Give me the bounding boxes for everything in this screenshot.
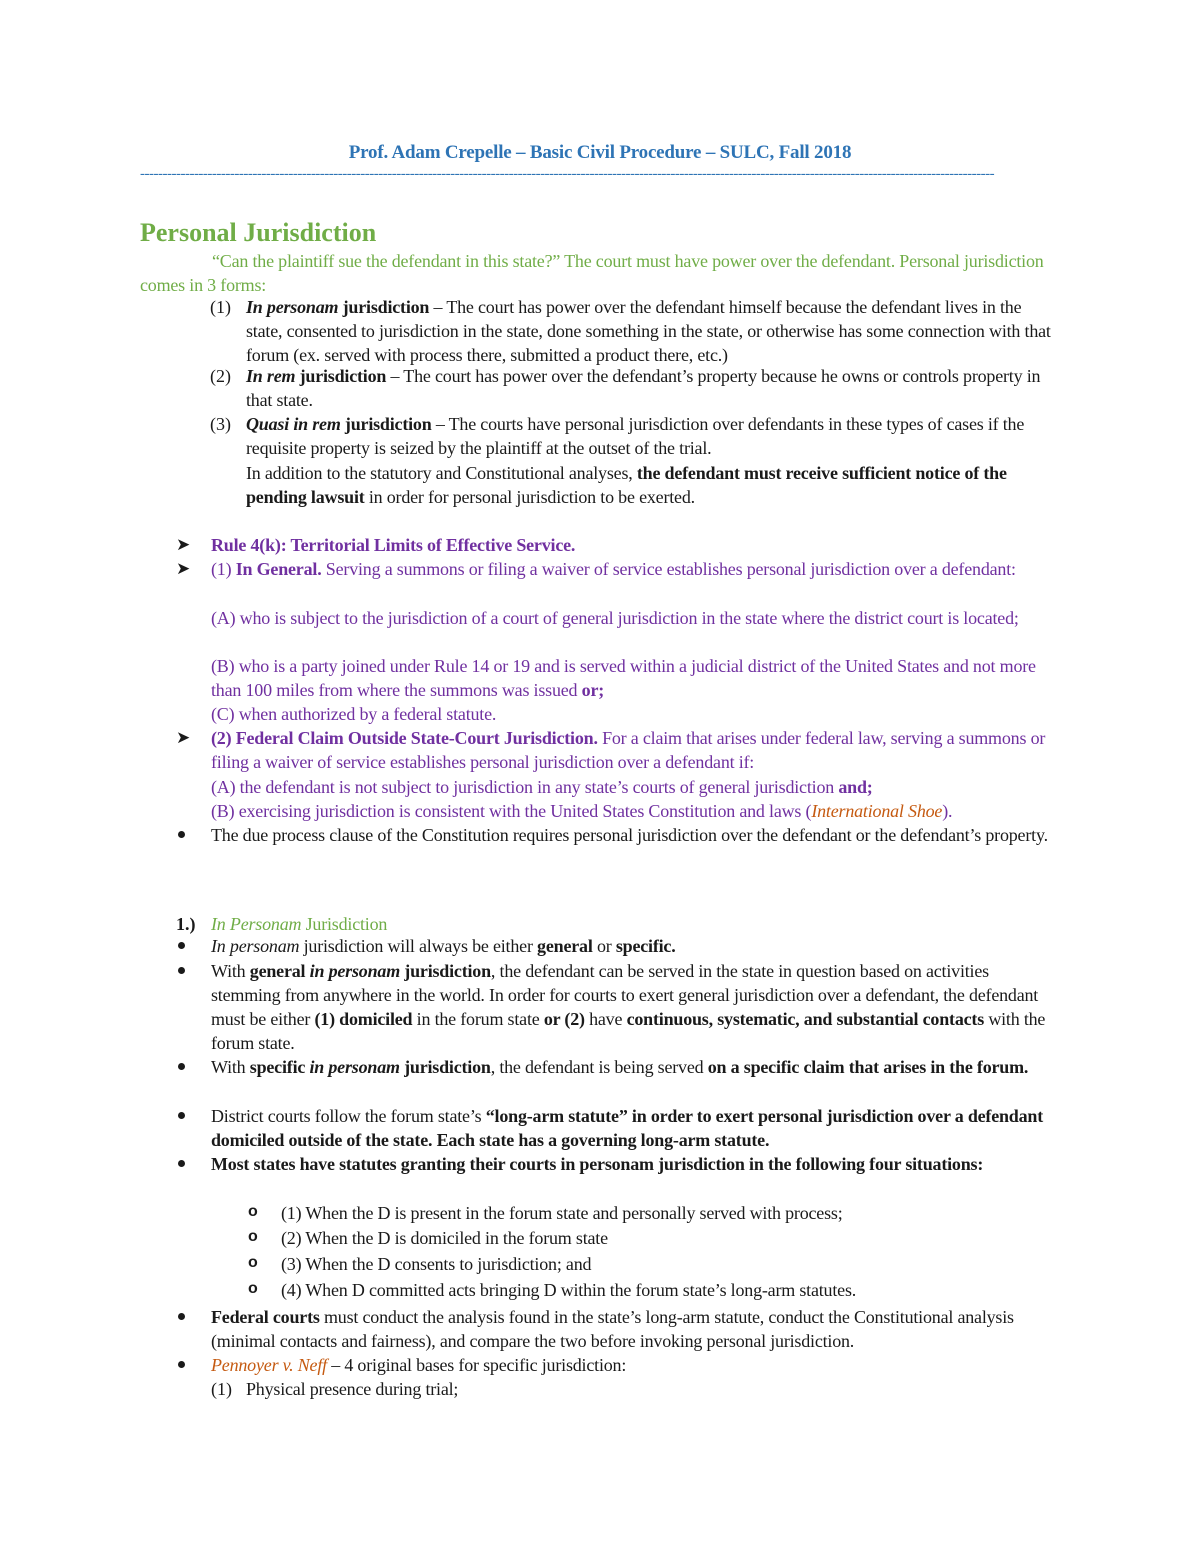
rule4k-fa-bold: and; [838,777,873,797]
rule4k-fa [211,775,1056,799]
b2-bold-italic: in personam [309,961,400,981]
b4-pre: District courts follow the forum state’s [211,1106,486,1126]
case-international-shoe: International Shoe [811,801,943,821]
section-intro: “Can the plaintiff sue the defendant in this state?” The court must have power over the defendant. Personal jurisdiction comes in 3 forms: [140,251,1044,295]
dot-bullet-icon [178,1112,185,1119]
circle-bullet-icon: o [248,1280,258,1297]
form-1-term: In personam [246,297,339,317]
form-2-text: – The court has power over the defendant’s property because he owns or controls property in that state. [246,366,1041,410]
b3-claim: on a specific claim that arises in the forum. [707,1057,1029,1077]
rule4k-a: (A) who is subject to the jurisdiction of a court of general jurisdiction in the state where the district court is located; [211,608,1019,628]
due-process-text: The due process clause of the Constitution requires personal jurisdiction over the defendant or the defendant’s property. [211,825,1048,845]
b6-text: must conduct the analysis found in the state’s long-arm statute, conduct the Constitutional analysis (minimal contacts and fairness), and compare the two before invoking personal jurisdiction. [211,1307,1014,1351]
b1-general: general [537,936,593,956]
header-rule: ---------------------------------------------------------------------------------------------------------------------------------------------------------------------------------------------- [140,166,995,182]
b7-text: – 4 original bases for specific jurisdiction: [326,1355,627,1375]
rule4k-title-text: Rule 4(k): Territorial Limits of Effective Service. [211,535,576,555]
rule4k-federal [211,726,1056,774]
rule4k-federal-text: For a claim that arises under federal law, serving a summons or filing a waiver of service establishes personal jurisdiction over a defendant if: [211,728,1046,772]
b3-bold: specific [249,1057,310,1077]
notice-pre: In addition to the statutory and Constitutional analyses, [246,463,637,483]
rule4k-fb-text: (B) exercising jurisdiction is consistent with the United States Constitution and laws ( [211,801,812,821]
bullet-general-jurisdiction [211,959,1056,1055]
situation-1: (1) When the D is present in the forum state and personally served with process; [281,1203,843,1223]
b2-t5: with the forum state. [211,1009,1046,1053]
arrow-bullet-icon: ➤ [176,535,191,554]
form-2 [246,364,1056,412]
rule4k-c: (C) when authorized by a federal statute. [211,704,497,724]
b4-bold: “long-arm statute” in order to exert personal jurisdiction over a defendant domiciled outside of the state. Each state has a governing long-arm statute. [211,1106,1044,1150]
b2-text: , the defendant can be served in the state in question based on activities stemming from anywhere in the world. In order for courts to exert general jurisdiction over a defendant, the defendant must be either [211,961,1039,1029]
subsection-title-italic: In Personam [211,914,302,934]
rule4k-general-num: (1) [211,559,236,579]
situation-3: (3) When the D consents to jurisdiction; and [281,1254,592,1274]
notice-paragraph [246,461,1056,509]
case-pennoyer-v-neff: Pennoyer v. Neff [211,1355,327,1375]
page-header: Prof. Adam Crepelle – Basic Civil Procedure – SULC, Fall 2018 [348,142,852,163]
rule4k-fa-text: (A) the defendant is not subject to jurisdiction in any state’s courts of general jurisdiction [211,777,839,797]
arrow-bullet-icon: ➤ [176,559,191,578]
form-3 [246,412,1056,460]
b3-text: , the defendant is being served [490,1057,708,1077]
pennoyer-sub-text: Physical presence during trial; [246,1379,459,1399]
bullet-long-arm [211,1104,1056,1152]
form-1 [246,295,1056,367]
form-1-term2: jurisdiction [338,297,430,317]
circle-bullet-icon: o [248,1203,258,1220]
b2-or2: or (2) [543,1009,585,1029]
dot-bullet-icon [178,1313,185,1320]
b1-mid: jurisdiction will always be either [299,936,538,956]
dot-bullet-icon [178,942,185,949]
bullet-specific-jurisdiction [211,1055,1056,1079]
pennoyer-sub-number: (1) [211,1379,232,1399]
rule4k-general-bold: In General. [235,559,322,579]
form-2-term2: jurisdiction [295,366,387,386]
rule4k-general [211,557,1056,581]
form-1-text: – The court has power over the defendant himself because the defendant lives in the state, consented to jurisdiction in the state, done something in the state, or otherwise has some connection with that forum (ex. served with process there, submitted a product there, etc.) [246,297,1051,365]
b2-contacts: continuous, systematic, and substantial contacts [626,1009,985,1029]
rule4k-fb-post: ). [942,801,953,821]
dot-bullet-icon [178,1361,185,1368]
b2-t3: in the forum state [412,1009,544,1029]
bullet-general-specific [211,934,1056,958]
subsection-title [211,912,1056,936]
dot-bullet-icon [178,1160,185,1167]
form-3-number: (3) [210,414,231,434]
b2-bold: general [249,961,310,981]
circle-bullet-icon: o [248,1254,258,1271]
b1-italic: In personam [211,936,300,956]
dot-bullet-icon [178,1063,185,1070]
rule4k-fb [211,799,1056,823]
form-3-text: – The courts have personal jurisdiction over defendants in these types of cases if the requisite property is seized by the plaintiff at the outset of the trial. [246,414,1025,458]
bullet-pennoyer [211,1353,1056,1377]
b2-pre: With [211,961,250,981]
bullet-federal-courts [211,1305,1056,1353]
situation-2: (2) When the D is domiciled in the forum state [281,1228,608,1248]
dot-bullet-icon [178,831,185,838]
notice-bold: the defendant must receive sufficient notice of the pending lawsuit [246,463,1007,507]
dot-bullet-icon [178,967,185,974]
circle-bullet-icon: o [248,1228,258,1245]
b2-t4: have [584,1009,627,1029]
section-title: Personal Jurisdiction [140,218,377,247]
b5-bold: Most states have statutes granting their courts in personam jurisdiction in the following four situations: [211,1154,984,1174]
rule4k-general-text: Serving a summons or filing a waiver of service establishes personal jurisdiction over a defendant: [321,559,1016,579]
bullet-four-situations [211,1152,1056,1176]
form-3-term2: jurisdiction [340,414,432,434]
b1-specific: specific. [615,936,676,956]
b3-bold2: jurisdiction [399,1057,491,1077]
b3-pre: With [211,1057,250,1077]
rule4k-b-bold: or; [581,680,605,700]
subsection-number [176,912,196,936]
subsection-number-text: 1.) [176,914,196,934]
form-3-term: Quasi in rem [246,414,341,434]
b2-bold2: jurisdiction [400,961,491,981]
rule4k-b-text: (B) who is a party joined under Rule 14 or 19 and is served within a judicial district of the United States and not more than 100 miles from where the summons was issued [211,656,1036,700]
notice-post: in order for personal jurisdiction to be exerted. [364,487,695,507]
arrow-bullet-icon: ➤ [176,728,191,747]
subsection-title-rest: Jurisdiction [301,914,388,934]
rule4k-b [211,654,1056,702]
b6-bold: Federal courts [211,1307,320,1327]
rule4k-federal-bold: (2) Federal Claim Outside State-Court Jurisdiction. [211,728,598,748]
form-2-number: (2) [210,366,231,386]
b2-domiciled: (1) domiciled [314,1009,413,1029]
form-1-number: (1) [210,297,231,317]
form-2-term: In rem [246,366,296,386]
situation-4: (4) When D committed acts bringing D within the forum state’s long-arm statutes. [281,1280,857,1300]
b1-or: or [592,936,616,956]
rule4k-title [211,533,1056,557]
b3-bold-italic: in personam [309,1057,400,1077]
